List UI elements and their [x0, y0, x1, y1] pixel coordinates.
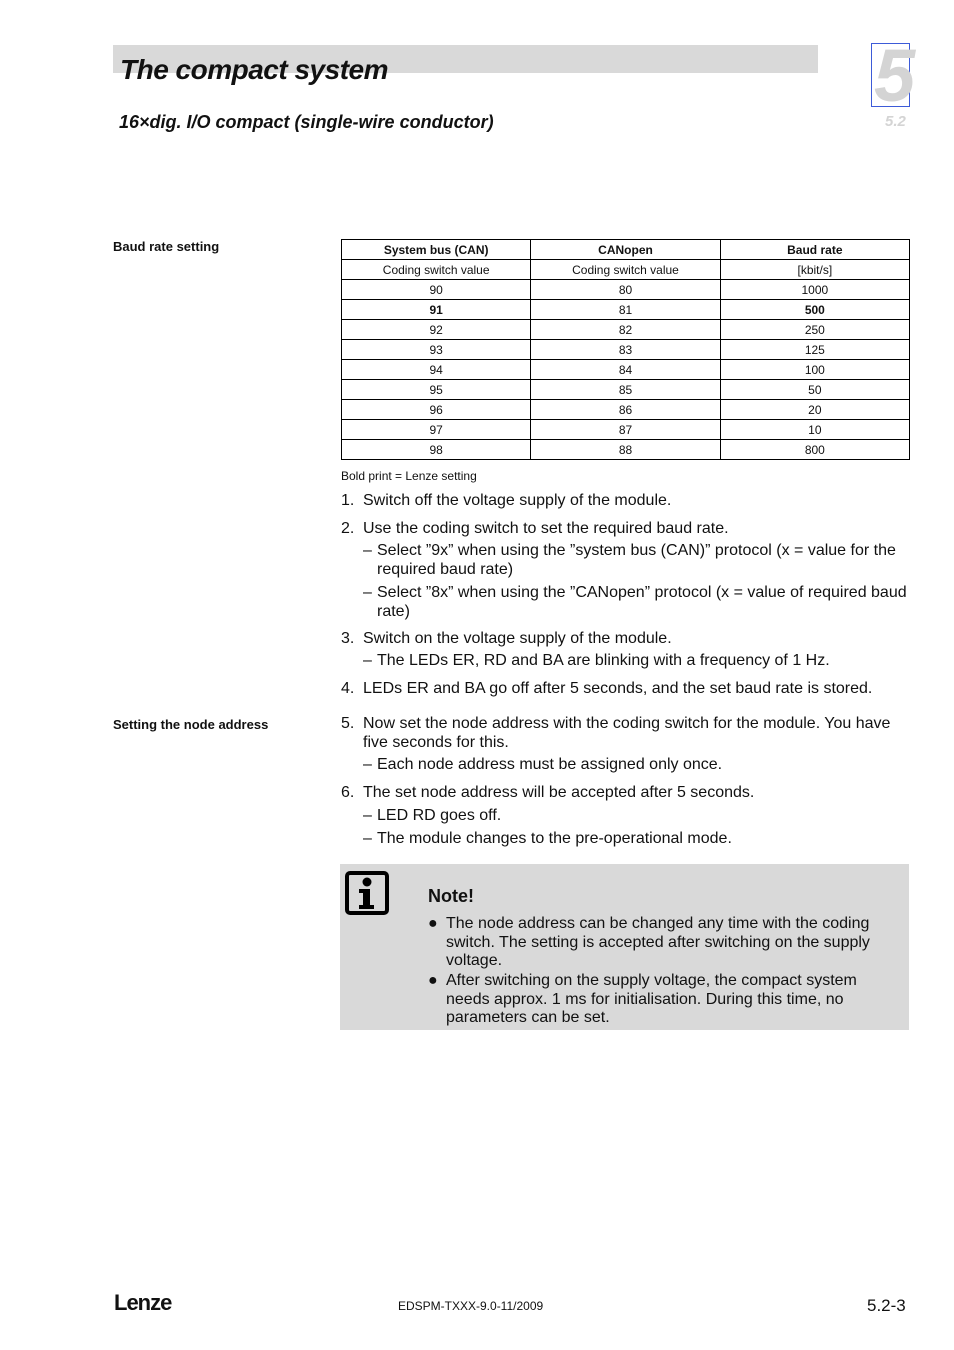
- table-cell: 83: [531, 340, 720, 360]
- chapter-section: 5.2: [885, 113, 906, 130]
- step-text: Use the coding switch to set the required baud rate.: [363, 520, 729, 537]
- table-cell: 81: [531, 300, 720, 320]
- table-row: [342, 280, 910, 300]
- table-row: [342, 400, 910, 420]
- page-number: 5.2-3: [867, 1296, 906, 1315]
- table-cell: 82: [531, 320, 720, 340]
- step-detail-text: Each node address must be assigned only once.: [377, 756, 723, 773]
- table-cell: 96: [342, 400, 531, 420]
- step-detail-text: Select ”9x” when using the ”system bus (CAN)” protocol (x = value for the required baud rate): [377, 542, 896, 578]
- step-5: [341, 715, 910, 752]
- table-cell-default: 91: [342, 300, 531, 320]
- step-3: [341, 630, 910, 649]
- step-detail-text: The module changes to the pre-operational mode.: [377, 830, 732, 847]
- table-cell: 90: [342, 280, 531, 300]
- table-subheader-cell: Coding switch value: [342, 260, 531, 280]
- page-title: The compact system: [120, 54, 388, 85]
- step-number: 3.: [341, 630, 355, 647]
- step-number: 1.: [341, 492, 355, 509]
- table-cell: 80: [531, 280, 720, 300]
- table-cell: 1000: [720, 280, 909, 300]
- step-text: Switch on the voltage supply of the module.: [363, 630, 672, 647]
- note-item: [428, 972, 898, 1028]
- step-number: 6.: [341, 784, 355, 801]
- table-subheader-row: [342, 260, 910, 280]
- note-item: [428, 915, 898, 971]
- step-text: The set node address will be accepted after 5 seconds.: [363, 784, 755, 801]
- info-icon: [345, 871, 389, 915]
- table-row: [342, 340, 910, 360]
- document-code: EDSPM-TXXX-9.0-11/2009: [398, 1299, 544, 1313]
- table-header-cell: CANopen: [531, 240, 720, 260]
- baud-rate-label: Baud rate setting: [113, 239, 220, 254]
- table-cell: 250: [720, 320, 909, 340]
- table-row: [342, 320, 910, 340]
- node-address-label: Setting the node address: [113, 717, 269, 732]
- step-2-detail-1: – Select ”9x” when using the ”system bus (CAN)” protocol (x = value for the required baud rate): [363, 542, 910, 579]
- table-cell: 94: [342, 360, 531, 380]
- table-cell: 95: [342, 380, 531, 400]
- step-6-detail-2: – The module changes to the pre-operational mode.: [363, 830, 910, 849]
- table-row: [342, 420, 910, 440]
- step-4: [341, 680, 910, 699]
- step-3-detail-1: – The LEDs ER, RD and BA are blinking with a frequency of 1 Hz.: [363, 652, 910, 671]
- table-cell: 800: [720, 440, 909, 460]
- table-cell: 20: [720, 400, 909, 420]
- step-detail-text: Select ”8x” when using the ”CANopen” protocol (x = value of required baud rate): [377, 584, 907, 620]
- table-header-cell: Baud rate: [720, 240, 909, 260]
- table-subheader-cell: [kbit/s]: [720, 260, 909, 280]
- step-number: 5.: [341, 715, 355, 732]
- step-2: [341, 520, 910, 539]
- step-number: 4.: [341, 680, 355, 697]
- step-5-detail-1: – Each node address must be assigned only once.: [363, 756, 910, 775]
- table-row: [342, 300, 910, 320]
- table-subheader-cell: Coding switch value: [531, 260, 720, 280]
- table-row: [342, 440, 910, 460]
- table-row: [342, 380, 910, 400]
- table-header-row: [342, 240, 910, 260]
- bullet-icon: ●: [428, 915, 438, 932]
- step-6-detail-1: – LED RD goes off.: [363, 807, 910, 826]
- table-cell: 93: [342, 340, 531, 360]
- step-1: [341, 492, 910, 511]
- table-cell: 92: [342, 320, 531, 340]
- section-subtitle: 16×dig. I/O compact (single-wire conductor): [119, 112, 494, 132]
- table-cell: 87: [531, 420, 720, 440]
- step-2-detail-2: – Select ”8x” when using the ”CANopen” protocol (x = value of required baud rate): [363, 584, 910, 621]
- brand-logo: Lenze: [114, 1290, 172, 1315]
- table-cell: 88: [531, 440, 720, 460]
- step-6: [341, 784, 910, 803]
- table-cell: 50: [720, 380, 909, 400]
- baud-rate-table: [341, 239, 910, 460]
- table-cell: 125: [720, 340, 909, 360]
- table-cell: 85: [531, 380, 720, 400]
- table-header-cell: System bus (CAN): [342, 240, 531, 260]
- table-cell: 10: [720, 420, 909, 440]
- note-text: After switching on the supply voltage, the compact system needs approx. 1 ms for initialisation. During this time, no parameters can be set.: [446, 972, 857, 1026]
- note-text: The node address can be changed any time with the coding switch. The setting is accepted after switching on the supply voltage.: [446, 915, 870, 969]
- chapter-number: 5: [874, 34, 916, 117]
- step-detail-text: LED RD goes off.: [377, 807, 502, 824]
- note-title: Note!: [428, 886, 474, 906]
- table-row: [342, 360, 910, 380]
- table-cell: 98: [342, 440, 531, 460]
- step-number: 2.: [341, 520, 355, 537]
- table-cell-default: 500: [720, 300, 909, 320]
- step-text: Switch off the voltage supply of the module.: [363, 492, 672, 509]
- step-detail-text: The LEDs ER, RD and BA are blinking with a frequency of 1 Hz.: [377, 652, 830, 669]
- step-text: LEDs ER and BA go off after 5 seconds, and the set baud rate is stored.: [363, 680, 873, 697]
- step-text: Now set the node address with the coding switch for the module. You have five seconds for this.: [363, 715, 891, 751]
- table-footnote: Bold print = Lenze setting: [341, 469, 477, 483]
- table-cell: 86: [531, 400, 720, 420]
- bullet-icon: ●: [428, 972, 438, 989]
- table-cell: 100: [720, 360, 909, 380]
- table-cell: 97: [342, 420, 531, 440]
- table-cell: 84: [531, 360, 720, 380]
